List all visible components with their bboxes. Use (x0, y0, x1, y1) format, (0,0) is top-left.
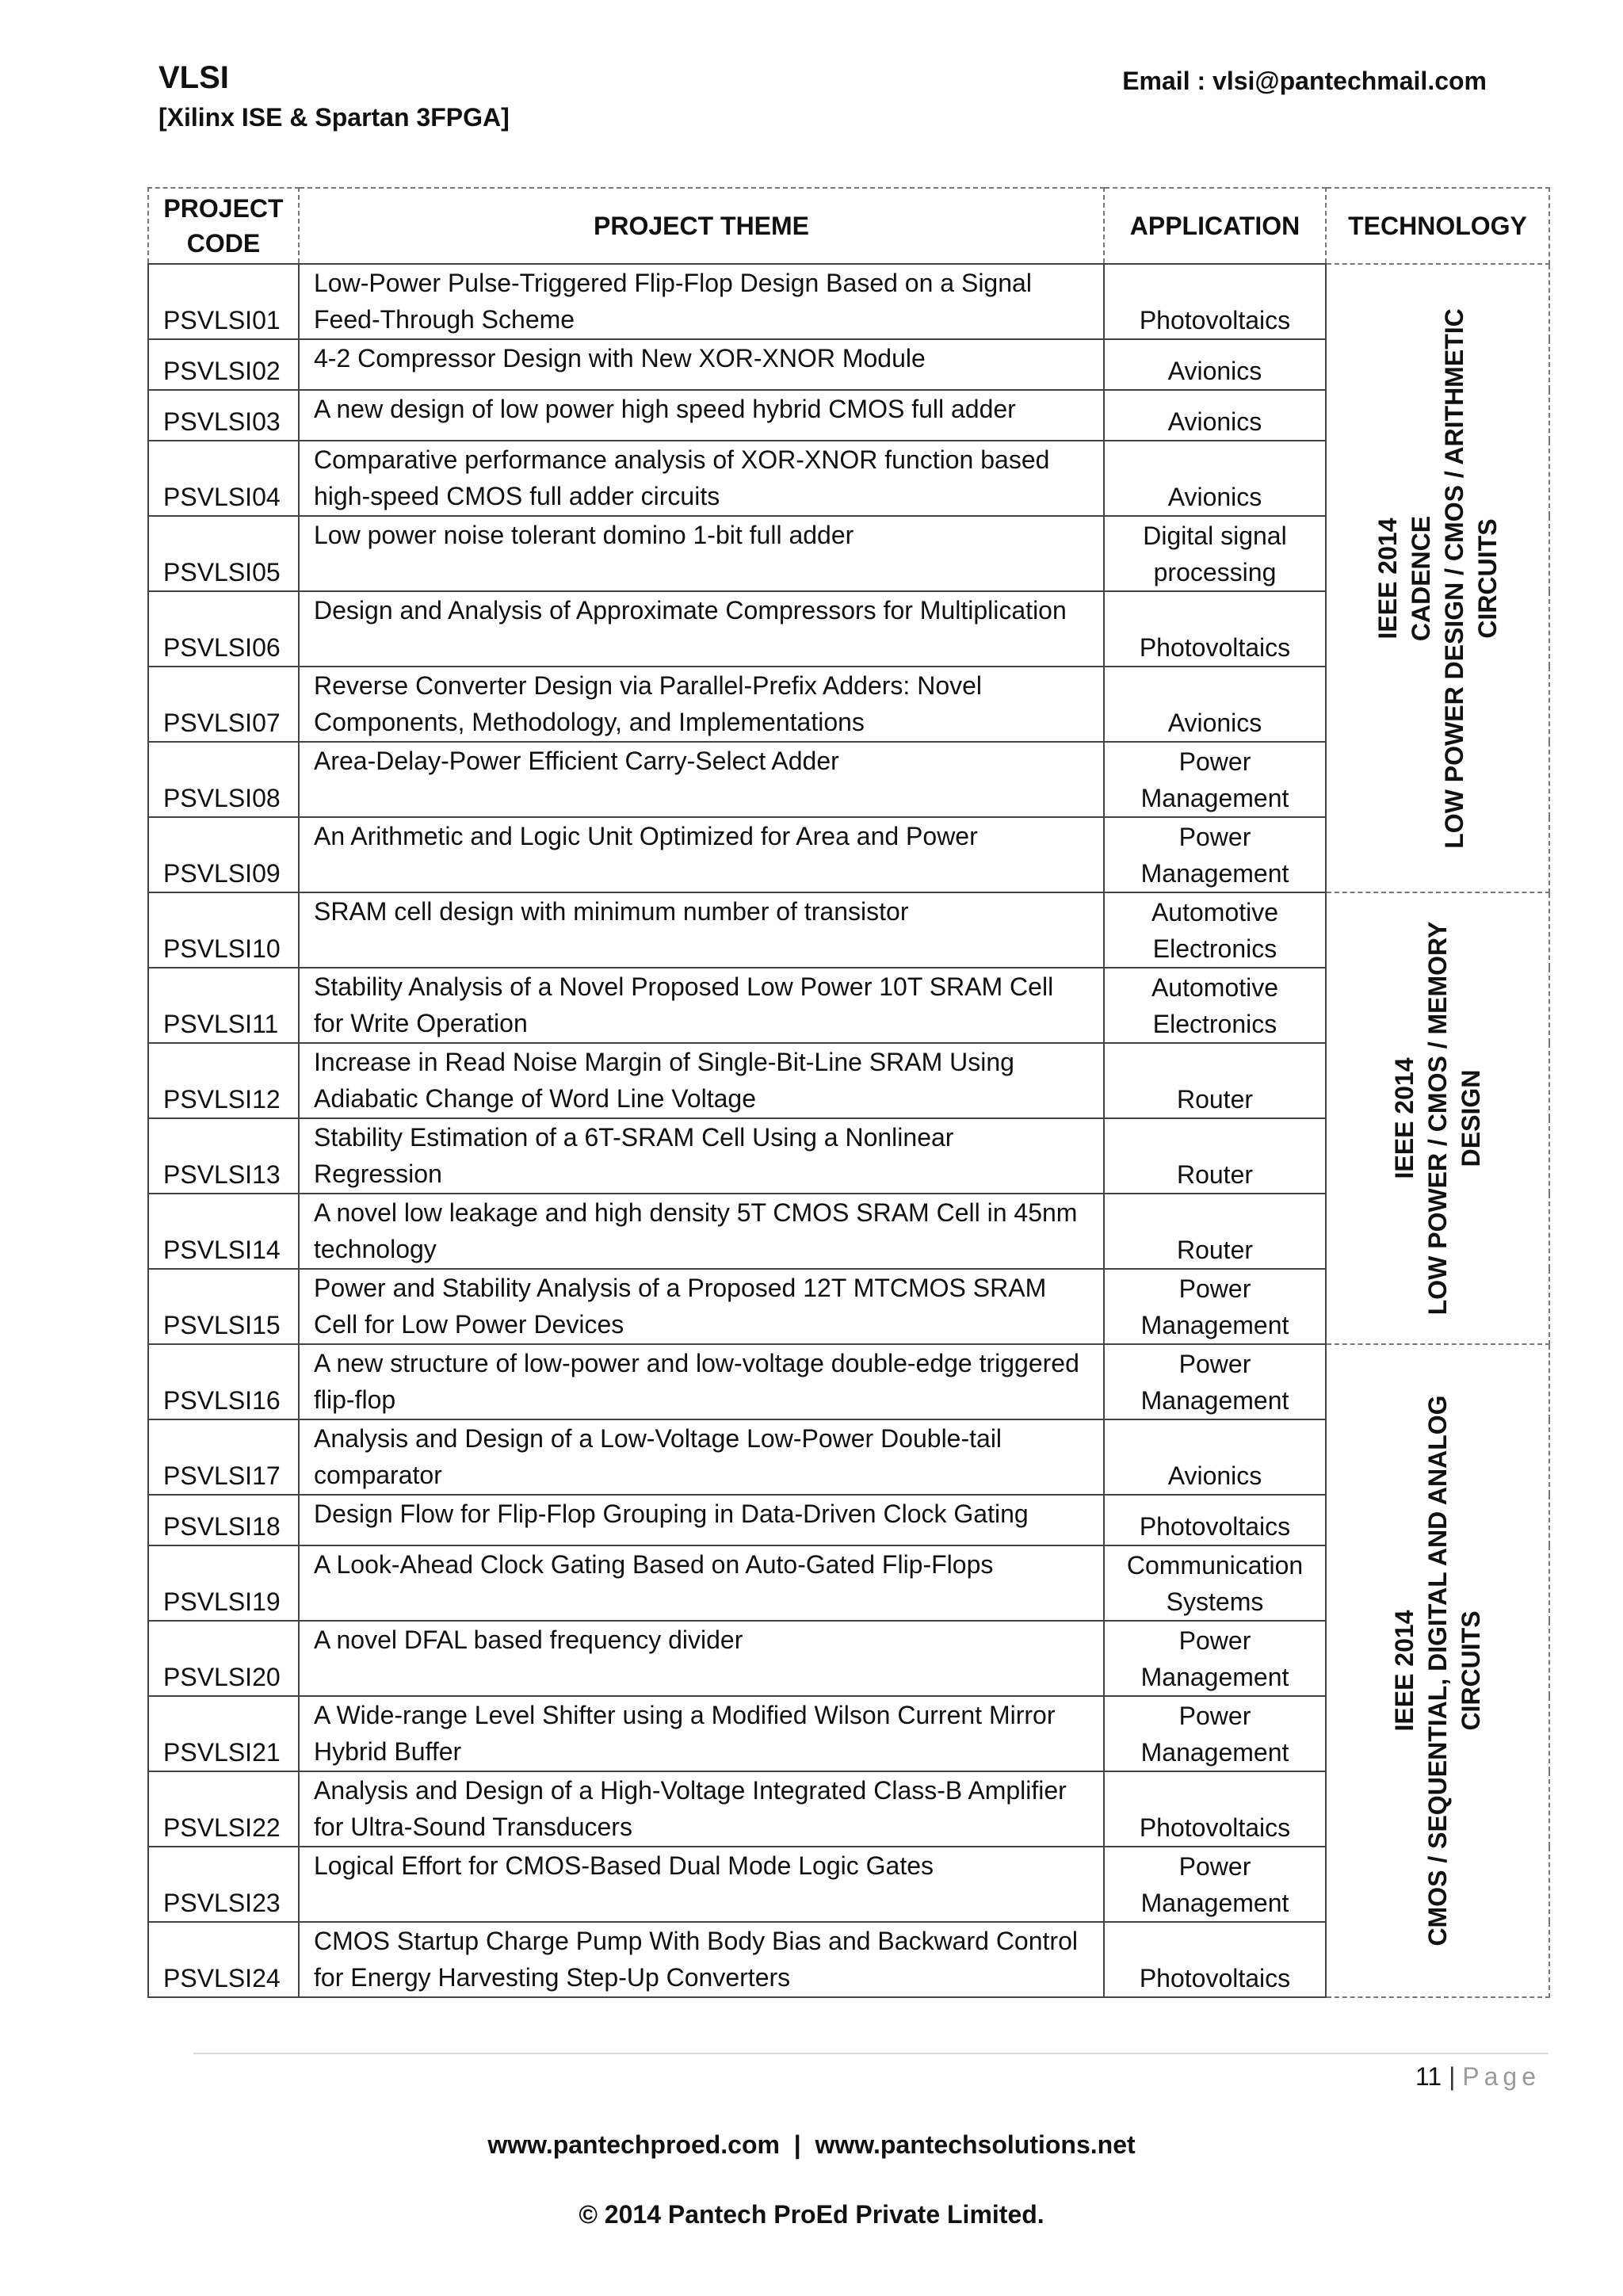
project-code: PSVLSI24 (148, 1922, 299, 1997)
project-theme: A new design of low power high speed hybrid CMOS full adder (299, 390, 1104, 441)
project-code: PSVLSI20 (148, 1621, 299, 1696)
project-application: Power Management (1104, 817, 1326, 892)
technology-group-label: IEEE 2014 CMOS / SEQUENTIAL, DIGITAL AND ANALOG CIRCUITS (1390, 1395, 1485, 1946)
technology-group-cell (1326, 892, 1549, 1344)
project-application: Power Management (1104, 1269, 1326, 1344)
footer-website-links: www.pantechproed.com | www.pantechsolutions.net (487, 2130, 1136, 2159)
project-theme: Increase in Read Noise Margin of Single-Bit-Line SRAM Using Adiabatic Change of Word Line Voltage (299, 1043, 1104, 1118)
project-application: Avionics (1104, 441, 1326, 516)
project-code: PSVLSI05 (148, 516, 299, 591)
project-application: Automotive Electronics (1104, 892, 1326, 968)
project-code: PSVLSI01 (148, 264, 299, 339)
project-theme: Stability Estimation of a 6T-SRAM Cell Using a Nonlinear Regression (299, 1118, 1104, 1194)
technology-group-label: IEEE 2014 CADENCE LOW POWER DESIGN / CMOS / ARITHMETIC CIRCUITS (1373, 308, 1502, 849)
project-code: PSVLSI08 (148, 742, 299, 817)
technology-group-label: IEEE 2014 LOW POWER / CMOS / MEMORY DESIGN (1390, 921, 1485, 1316)
project-application: Power Management (1104, 1621, 1326, 1696)
project-theme: A Wide-range Level Shifter using a Modified Wilson Current Mirror Hybrid Buffer (299, 1696, 1104, 1771)
project-application: Photovoltaics (1104, 1922, 1326, 1997)
project-code: PSVLSI23 (148, 1847, 299, 1922)
table-header-row (148, 188, 1549, 264)
footer-divider (193, 2053, 1549, 2054)
project-application: Communication Systems (1104, 1545, 1326, 1621)
technology-group-cell (1326, 264, 1549, 892)
footer-copyright: © 2014 Pantech ProEd Private Limited. (579, 2200, 1044, 2229)
project-code: PSVLSI19 (148, 1545, 299, 1621)
project-theme: Low-Power Pulse-Triggered Flip-Flop Design Based on a Signal Feed-Through Scheme (299, 264, 1104, 339)
project-code: PSVLSI17 (148, 1419, 299, 1495)
project-code: PSVLSI04 (148, 441, 299, 516)
project-application: Avionics (1104, 1419, 1326, 1495)
project-code: PSVLSI22 (148, 1771, 299, 1847)
project-application: Photovoltaics (1104, 264, 1326, 339)
project-theme: Reverse Converter Design via Parallel-Prefix Adders: Novel Components, Methodology, and Implementations (299, 667, 1104, 742)
project-code: PSVLSI21 (148, 1696, 299, 1771)
project-application: Photovoltaics (1104, 1771, 1326, 1847)
project-theme: Design and Analysis of Approximate Compressors for Multiplication (299, 591, 1104, 667)
table-row (148, 1344, 1549, 1419)
project-theme: An Arithmetic and Logic Unit Optimized for Area and Power (299, 817, 1104, 892)
project-theme: Power and Stability Analysis of a Proposed 12T MTCMOS SRAM Cell for Low Power Devices (299, 1269, 1104, 1344)
project-theme: SRAM cell design with minimum number of transistor (299, 892, 1104, 968)
project-application: Router (1104, 1043, 1326, 1118)
project-code: PSVLSI10 (148, 892, 299, 968)
page-number: 11 | Page (1415, 2062, 1541, 2091)
project-theme: A Look-Ahead Clock Gating Based on Auto-Gated Flip-Flops (299, 1545, 1104, 1621)
project-theme: Area-Delay-Power Efficient Carry-Select Adder (299, 742, 1104, 817)
project-theme: CMOS Startup Charge Pump With Body Bias and Backward Control for Energy Harvesting Step-Up Converters (299, 1922, 1104, 1997)
table-row (148, 264, 1549, 339)
project-application: Power Management (1104, 1847, 1326, 1922)
project-code: PSVLSI15 (148, 1269, 299, 1344)
project-theme: Logical Effort for CMOS-Based Dual Mode Logic Gates (299, 1847, 1104, 1922)
technology-group-cell (1326, 1344, 1549, 1997)
project-application: Power Management (1104, 742, 1326, 817)
project-theme: A novel low leakage and high density 5T CMOS SRAM Cell in 45nm technology (299, 1194, 1104, 1269)
project-code: PSVLSI06 (148, 591, 299, 667)
project-code: PSVLSI12 (148, 1043, 299, 1118)
project-application: Router (1104, 1118, 1326, 1194)
project-application: Digital signal processing (1104, 516, 1326, 591)
project-application: Avionics (1104, 667, 1326, 742)
project-code: PSVLSI18 (148, 1495, 299, 1545)
project-code: PSVLSI13 (148, 1118, 299, 1194)
project-code: PSVLSI11 (148, 968, 299, 1043)
table-row (148, 892, 1549, 968)
column-header-technology: TECHNOLOGY (1326, 188, 1549, 264)
document-subtitle: [Xilinx ISE & Spartan 3FPGA] (158, 103, 510, 132)
project-code: PSVLSI09 (148, 817, 299, 892)
project-application: Automotive Electronics (1104, 968, 1326, 1043)
project-code: PSVLSI07 (148, 667, 299, 742)
project-application: Router (1104, 1194, 1326, 1269)
contact-email: Email : vlsi@pantechmail.com (1122, 67, 1487, 95)
project-theme: Analysis and Design of a High-Voltage Integrated Class-B Amplifier for Ultra-Sound Transducers (299, 1771, 1104, 1847)
project-application: Photovoltaics (1104, 1495, 1326, 1545)
column-header-project-theme: PROJECT THEME (299, 188, 1104, 264)
project-application: Avionics (1104, 339, 1326, 390)
project-code: PSVLSI16 (148, 1344, 299, 1419)
project-application: Photovoltaics (1104, 591, 1326, 667)
document-header (158, 59, 510, 135)
project-theme: Stability Analysis of a Novel Proposed Low Power 10T SRAM Cell for Write Operation (299, 968, 1104, 1043)
project-theme: Low power noise tolerant domino 1-bit full adder (299, 516, 1104, 591)
projects-table (147, 187, 1550, 1998)
column-header-application: APPLICATION (1104, 188, 1326, 264)
project-application: Power Management (1104, 1696, 1326, 1771)
project-theme: 4-2 Compressor Design with New XOR-XNOR Module (299, 339, 1104, 390)
project-code: PSVLSI14 (148, 1194, 299, 1269)
project-theme: Design Flow for Flip-Flop Grouping in Data-Driven Clock Gating (299, 1495, 1104, 1545)
project-code: PSVLSI03 (148, 390, 299, 441)
project-theme: A new structure of low-power and low-voltage double-edge triggered flip-flop (299, 1344, 1104, 1419)
project-theme: Comparative performance analysis of XOR-XNOR function based high-speed CMOS full adder circuits (299, 441, 1104, 516)
project-application: Avionics (1104, 390, 1326, 441)
document-title: VLSI (158, 60, 229, 95)
project-theme: Analysis and Design of a Low-Voltage Low-Power Double-tail comparator (299, 1419, 1104, 1495)
project-application: Power Management (1104, 1344, 1326, 1419)
project-code: PSVLSI02 (148, 339, 299, 390)
project-theme: A novel DFAL based frequency divider (299, 1621, 1104, 1696)
column-header-project-code: PROJECT CODE (148, 188, 299, 264)
